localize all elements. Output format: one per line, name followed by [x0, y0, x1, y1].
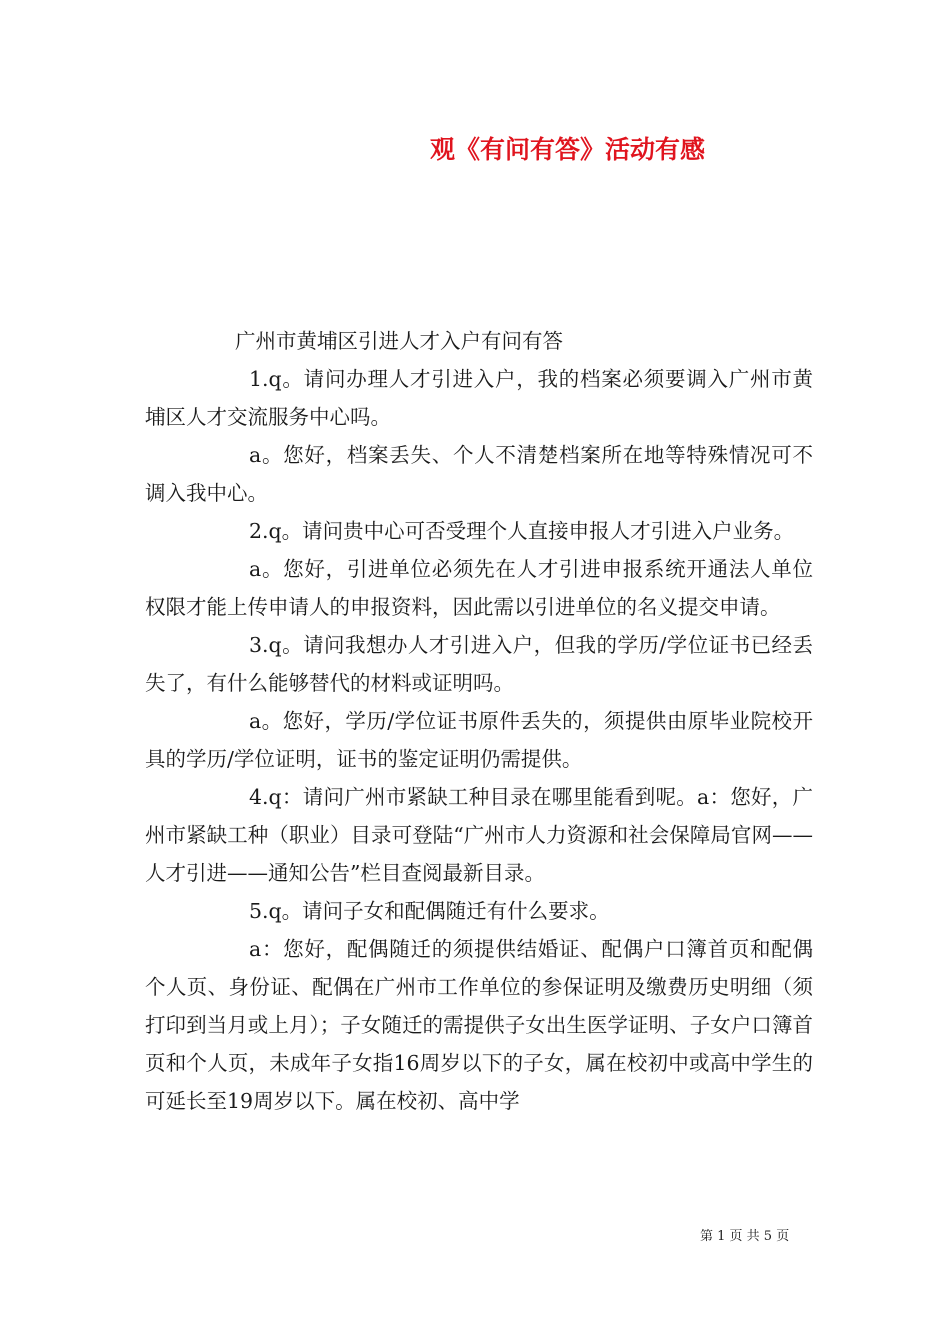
document-body	[145, 322, 813, 1120]
answer-2: a。您好，引进单位必须先在人才引进申报系统开通法人单位权限才能上传申请人的申报资料，因此需以引进单位的名义提交申请。	[145, 557, 813, 619]
question-3: 3.q。请问我想办人才引进入户，但我的学历/学位证书已经丢失了，有什么能够替代的材料或证明吗。	[145, 633, 813, 695]
answer-5: a：您好，配偶随迁的须提供结婚证、配偶户口簿首页和配偶个人页、身份证、配偶在广州市工作单位的参保证明及缴费历史明细（须打印到当月或上月）；子女随迁的需提供子女出生医学证明、子女户口簿首页和个人页，未成年子女指16周岁以下的子女，属在校初中或高中学生的可延长至19周岁以下。属在校初、高中学	[145, 937, 813, 1113]
question-1: 1.q。请问办理人才引进入户，我的档案必须要调入广州市黄埔区人才交流服务中心吗。	[145, 367, 813, 429]
page-number-footer: 第 1 页 共 5 页	[700, 1229, 790, 1244]
question-2: 2.q。请问贵中心可否受理个人直接申报人才引进入户业务。	[249, 519, 795, 543]
answer-1: a。您好，档案丢失、个人不清楚档案所在地等特殊情况可不调入我中心。	[145, 443, 813, 505]
question-answer-4: 4.q：请问广州市紧缺工种目录在哪里能看到呢。a：您好，广州市紧缺工种（职业）目录可登陆“广州市人力资源和社会保障局官网——人才引进——通知公告”栏目查阅最新目录。	[145, 785, 813, 885]
answer-3: a。您好，学历/学位证书原件丢失的，须提供由原毕业院校开具的学历/学位证明，证书的鉴定证明仍需提供。	[145, 709, 813, 771]
document-title: 观《有问有答》活动有感	[430, 135, 706, 164]
question-5: 5.q。请问子女和配偶随迁有什么要求。	[249, 899, 610, 923]
section-heading: 广州市黄埔区引进人才入户有问有答	[235, 329, 563, 353]
